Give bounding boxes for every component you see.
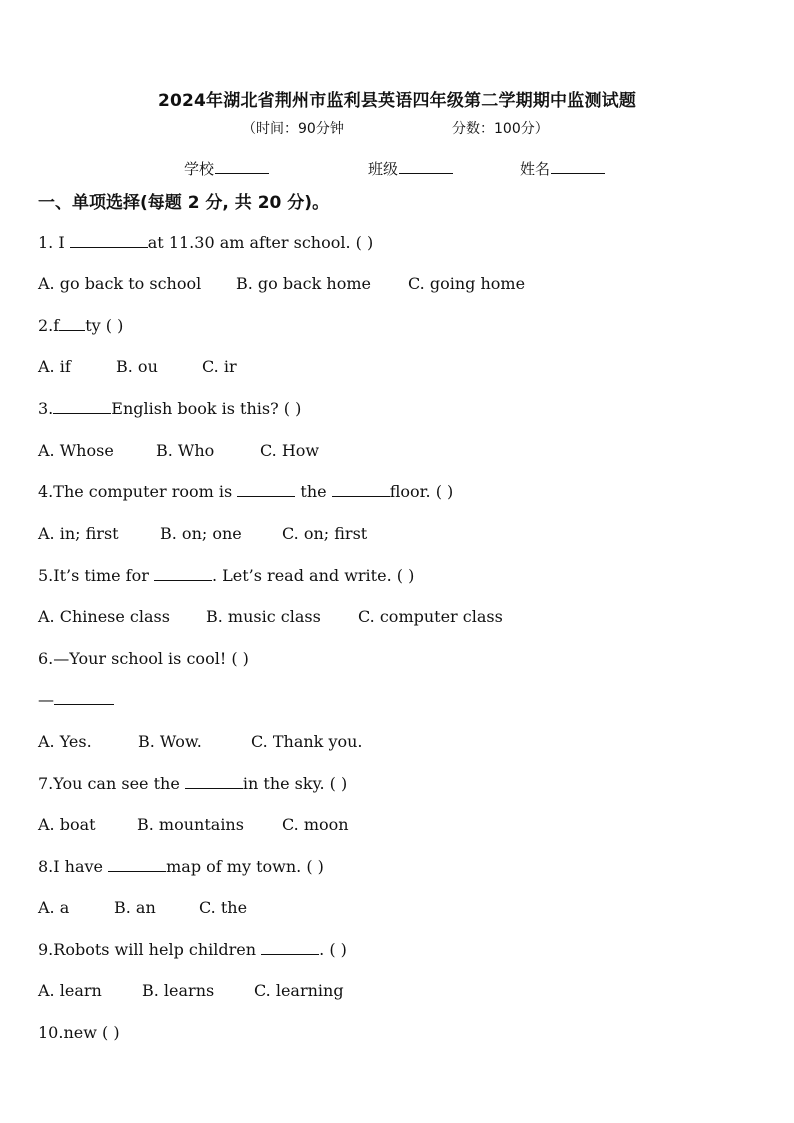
question-10: [38, 1023, 120, 1043]
option-c[interactable]: C. moon: [282, 815, 349, 834]
answer-blank[interactable]: [53, 399, 111, 414]
option-c[interactable]: C. How: [260, 441, 320, 460]
section-title: 一、单项选择(每题 2 分, 共 20 分)。: [38, 193, 330, 213]
class-field[interactable]: [368, 158, 453, 179]
answer-blank[interactable]: [332, 482, 390, 497]
option-c[interactable]: C. ir: [202, 357, 237, 376]
options-9: [38, 981, 344, 1001]
answer-blank[interactable]: [237, 482, 295, 497]
class-label: 班级: [368, 160, 399, 178]
question-8: [38, 857, 324, 877]
question-2: [38, 316, 123, 336]
option-c[interactable]: C. the: [199, 898, 248, 917]
school-field[interactable]: [184, 158, 269, 179]
options-6: [38, 732, 363, 752]
page-title: 2024年湖北省荆州市监利县英语四年级第二学期期中监测试题: [157, 91, 637, 111]
option-b[interactable]: B. Wow.: [138, 732, 202, 751]
option-b[interactable]: B. Who: [156, 441, 215, 460]
option-c[interactable]: C. on; first: [282, 524, 368, 543]
question-text: 1. I: [38, 233, 70, 252]
option-a[interactable]: A. Whose: [38, 441, 114, 460]
question-7: [38, 774, 347, 794]
option-c[interactable]: C. learning: [254, 981, 344, 1000]
option-a[interactable]: A. go back to school: [38, 274, 202, 293]
question-3: [38, 399, 301, 419]
class-blank[interactable]: [399, 159, 453, 174]
options-2: [38, 357, 237, 377]
answer-blank[interactable]: [59, 316, 85, 331]
question-text: . ( ): [319, 940, 347, 959]
question-text: 3.: [38, 399, 54, 418]
options-1: [38, 274, 525, 294]
option-c[interactable]: C. Thank you.: [251, 732, 363, 751]
question-text: . Let’s read and write. ( ): [211, 566, 415, 585]
question-5: [38, 566, 414, 586]
question-text: ty ( ): [85, 316, 124, 335]
question-text: 2.f: [38, 316, 60, 335]
question-text: English book is this? ( ): [111, 399, 302, 418]
question-text: 10.new ( ): [38, 1023, 120, 1042]
option-a[interactable]: A. a: [38, 898, 70, 917]
question-text: 9.Robots will help children: [38, 940, 262, 959]
option-a[interactable]: A. Yes.: [38, 732, 92, 751]
answer-blank[interactable]: [54, 690, 114, 705]
answer-blank[interactable]: [108, 857, 166, 872]
question-text: at 11.30 am after school. ( ): [147, 233, 374, 252]
exam-time: （时间：90分钟: [242, 121, 344, 137]
question-text: 8.I have: [38, 857, 109, 876]
option-b[interactable]: B. go back home: [236, 274, 371, 293]
question-6-reply: [38, 690, 114, 710]
option-b[interactable]: B. an: [114, 898, 156, 917]
option-b[interactable]: B. music class: [206, 607, 321, 626]
answer-blank[interactable]: [185, 774, 243, 789]
name-field[interactable]: [520, 158, 605, 179]
option-b[interactable]: B. ou: [116, 357, 158, 376]
question-text: 6.—Your school is cool! ( ): [38, 649, 249, 668]
question-text: floor. ( ): [389, 482, 454, 501]
name-label: 姓名: [520, 160, 551, 178]
option-b[interactable]: B. on; one: [160, 524, 242, 543]
option-a[interactable]: A. boat: [38, 815, 96, 834]
exam-score: 分数：100分）: [452, 121, 549, 137]
answer-blank[interactable]: [154, 566, 212, 581]
option-a[interactable]: A. in; first: [38, 524, 119, 543]
reply-dash: —: [38, 690, 54, 709]
name-blank[interactable]: [551, 159, 605, 174]
question-text: 4.The computer room is: [38, 482, 238, 501]
option-c[interactable]: C. computer class: [358, 607, 503, 626]
question-text: the: [295, 482, 332, 501]
school-blank[interactable]: [215, 159, 269, 174]
option-a[interactable]: A. if: [38, 357, 71, 376]
question-text: 5.It’s time for: [38, 566, 154, 585]
option-a[interactable]: A. Chinese class: [38, 607, 170, 626]
question-text: map of my town. ( ): [166, 857, 324, 876]
options-5: [38, 607, 503, 627]
options-3: [38, 441, 319, 461]
question-1: [38, 233, 373, 253]
question-text: 7.You can see the: [38, 774, 185, 793]
question-6: [38, 649, 249, 669]
question-text: in the sky. ( ): [242, 774, 348, 793]
question-9: [38, 940, 347, 960]
options-4: [38, 524, 367, 544]
answer-blank[interactable]: [261, 940, 319, 955]
option-a[interactable]: A. learn: [38, 981, 102, 1000]
question-4: [38, 482, 453, 502]
options-7: [38, 815, 349, 835]
options-8: [38, 898, 247, 918]
school-label: 学校: [184, 160, 215, 178]
option-b[interactable]: B. learns: [142, 981, 215, 1000]
option-c[interactable]: C. going home: [408, 274, 526, 293]
answer-blank[interactable]: [70, 233, 148, 248]
option-b[interactable]: B. mountains: [137, 815, 244, 834]
